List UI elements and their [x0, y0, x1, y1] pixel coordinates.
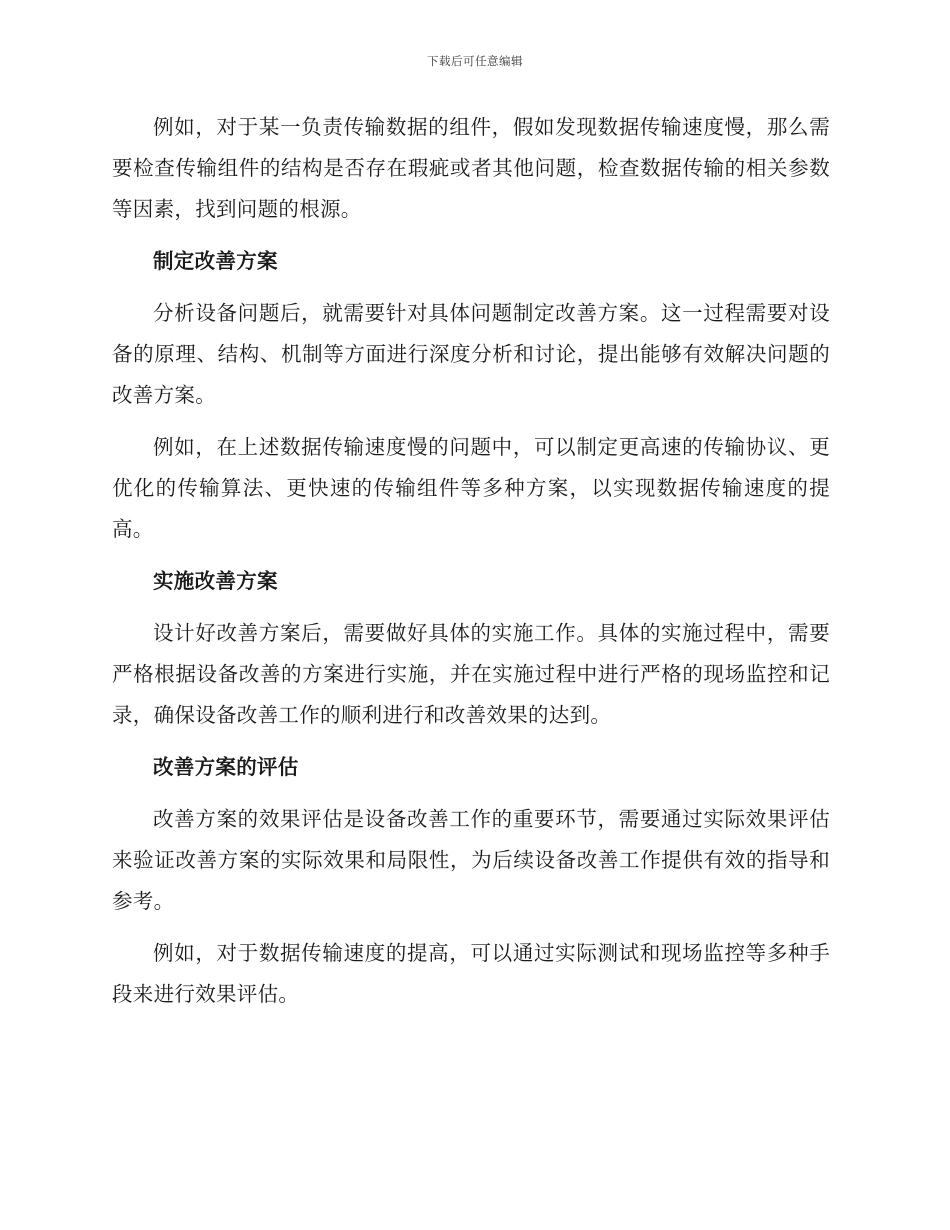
heading-implement-plan: 实施改善方案	[153, 569, 278, 593]
paragraph-make-plan: 分析设备问题后，就需要针对具体问题制定改善方案。这一过程需要对设备的原理、结构、机制等方面进行深度分析和讨论，提出能够有效解决问题的改善方案。	[112, 301, 830, 407]
document-body	[112, 107, 830, 1015]
paragraph-implement-plan: 设计好改善方案后，需要做好具体的实施工作。具体的实施过程中，需要严格根据设备改善的方案进行实施，并在实施过程中进行严格的现场监控和记录，确保设备改善工作的顺利进行和改善效果的达到。	[112, 621, 830, 727]
paragraph-evaluate-example: 例如，对于数据传输速度的提高，可以通过实际测试和现场监控等多种手段来进行效果评估。	[112, 941, 830, 1006]
heading-make-plan: 制定改善方案	[153, 249, 278, 273]
paragraph-make-plan-example: 例如，在上述数据传输速度慢的问题中，可以制定更高速的传输协议、更优化的传输算法、更快速的传输组件等多种方案，以实现数据传输速度的提高。	[112, 435, 830, 541]
paragraph-data-transfer-example: 例如，对于某一负责传输数据的组件，假如发现数据传输速度慢，那么需要检查传输组件的结构是否存在瑕疵或者其他问题，检查数据传输的相关参数等因素，找到问题的根源。	[112, 115, 830, 221]
paragraph-evaluate-plan: 改善方案的效果评估是设备改善工作的重要环节，需要通过实际效果评估来验证改善方案的实际效果和局限性，为后续设备改善工作提供有效的指导和参考。	[112, 807, 830, 913]
heading-evaluate-plan: 改善方案的评估	[153, 755, 299, 779]
page-header: 下载后可任意编辑	[427, 54, 523, 68]
